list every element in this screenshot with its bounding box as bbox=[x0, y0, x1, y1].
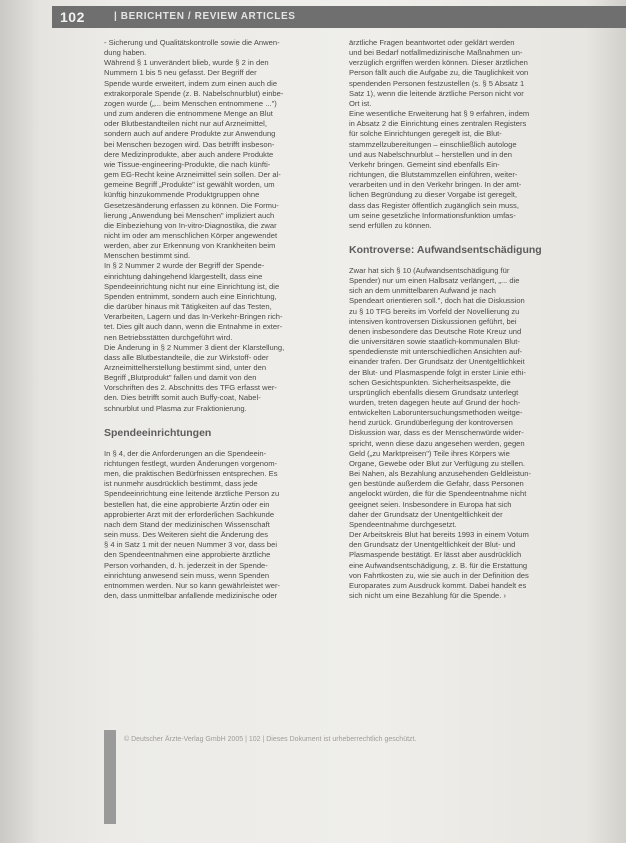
text-line: um seine gesetzliche Informationsfunktion umfas- bbox=[349, 210, 516, 220]
text-line: - Sicherung und Qualitätskontrolle sowie die Anwen- bbox=[104, 38, 280, 47]
text-line: Vorschriften des 2. Abschnitts des TFG erfasst wer- bbox=[104, 383, 277, 393]
text-line: verzüglich ergriffen werden können. Dieser ärztlichen bbox=[349, 58, 528, 68]
text-line: bestellen hat, die eine approbierte Ärztin oder ein bbox=[104, 499, 270, 509]
text-line: sich nicht um eine Bezahlung für die Spende. › bbox=[349, 590, 507, 600]
text-line: spricht, wenn diese dazu angesehen werden, gegen bbox=[349, 438, 525, 448]
paragraph bbox=[349, 109, 587, 231]
text-line: zu § 10 TFG bereits im Vorfeld der Novellierung zu bbox=[349, 306, 520, 316]
text-line: send erfüllen zu können. bbox=[349, 220, 432, 230]
text-line: In § 4, der die Anforderungen an die Spendeein- bbox=[104, 448, 267, 458]
text-line: approbierter Arzt mit der erforderlichen Sachkunde bbox=[104, 509, 275, 519]
text-line: intensiven kontroversen Diskussionen geführt, bei bbox=[349, 316, 517, 326]
text-line: men, die praktischen Bedürfnissen entsprechen. Es bbox=[104, 469, 278, 479]
text-line: und aus Nabelschnurblut – herstellen und in den bbox=[349, 149, 512, 159]
text-line: sein muss. Des Weiteren sieht die Änderung des bbox=[104, 530, 269, 540]
text-line: nicht im oder am menschlichen Körper angewendet bbox=[104, 230, 278, 240]
text-line: denen insbesondere das Deutsche Rote Kreuz und bbox=[349, 326, 522, 336]
text-line: Person fällt auch die Aufgabe zu, die Tauglichkeit von bbox=[349, 68, 529, 78]
text-line: ursprünglich ebenfalls diesem Grundsatz unterlegt bbox=[349, 387, 519, 397]
text-line: Diskussion war, dass es der Menschenwürde wider- bbox=[349, 428, 524, 438]
paragraph bbox=[104, 38, 339, 261]
left-column bbox=[104, 38, 339, 601]
text-line: daher der Grundsatz der Unentgeltlichkeit der bbox=[349, 509, 503, 519]
text-line: ist nunmehr ausdrücklich bestimmt, dass jede bbox=[104, 479, 258, 489]
text-line: wie Tissue-engineering-Produkte, die nach künfti- bbox=[104, 159, 271, 169]
text-line: Eine wesentliche Erweiterung hat § 9 erfahren, indem bbox=[349, 109, 530, 119]
text-line: dass das Register öffentlich zugänglich sein muss, bbox=[349, 200, 519, 210]
text-line: bei Menschen bezogen wird. Das betrifft insbeson- bbox=[104, 139, 275, 149]
text-line: Zwar hat sich § 10 (Aufwandsentschädigung für bbox=[349, 265, 510, 275]
text-line: Geld („zu Marktpreisen") Teile ihres Körpers wie bbox=[349, 448, 510, 458]
text-line: Spendeeinrichtung nicht nur eine Einrichtung ist, die bbox=[104, 281, 280, 291]
text-line: die Einbeziehung von In-vitro-Diagnostika, die zwar bbox=[104, 220, 277, 230]
text-line: der Blut- und Plasmaspende folgt in erster Linie ethi- bbox=[349, 367, 526, 377]
text-line: extrakorporale Spende (z. B. Nabelschnurblut) einbe- bbox=[104, 88, 284, 98]
text-line: § 4 in Satz 1 mit der neuen Nummer 3 vor, dass bei bbox=[104, 540, 278, 550]
text-line: stammzellzubereitungen – einschließlich autologe bbox=[349, 139, 517, 149]
text-line: und bei Bedarf notfallmedizinische Maßnahmen un- bbox=[349, 48, 523, 58]
text-line: die darüber hinaus mit Tätigkeiten auf das Testen, bbox=[104, 302, 272, 312]
paragraph bbox=[104, 449, 339, 601]
text-line: gemeine Begriff „Produkte" ist gewählt worden, um bbox=[104, 180, 275, 190]
text-line: entwickelten Laboruntersuchungsmethoden weitge- bbox=[349, 408, 523, 418]
paragraph bbox=[349, 266, 587, 530]
text-line: zogen wurde („... beim Menschen entnommene ...") bbox=[104, 98, 277, 108]
text-line: in Absatz 2 die Einrichtung eines zentralen Registers bbox=[349, 119, 527, 129]
paragraph bbox=[104, 343, 339, 414]
text-line: Spenden entnimmt, sondern auch eine Einrichtung, bbox=[104, 291, 277, 301]
text-line: Organe, Gewebe oder Blut zur Verfügung zu stellen. bbox=[349, 458, 526, 468]
text-line: den Spendeentnahmen eine approbierte ärztliche bbox=[104, 550, 271, 560]
text-line: Verkehr bringen. Gemeint sind ebenfalls Ein- bbox=[349, 159, 500, 169]
text-line: dung haben. bbox=[104, 48, 147, 58]
text-line: einrichtung anwesend sein muss, wenn Spenden bbox=[104, 570, 270, 580]
paragraph bbox=[104, 261, 339, 342]
text-line: nen Betriebsstätten durchgeführt wird. bbox=[104, 332, 233, 342]
text-line: Spende wurde erweitert, indem zum einen auch die bbox=[104, 78, 278, 88]
text-line: Arzneimittelherstellung bestimmt sind, unter den bbox=[104, 363, 267, 372]
page-shadow-right bbox=[586, 0, 626, 843]
text-line: Satz 1), wenn die leitende ärztliche Person nicht vor bbox=[349, 88, 524, 98]
page-number: 102 bbox=[60, 9, 85, 25]
text-line: ärztliche Fragen beantwortet oder geklärt werden bbox=[349, 38, 515, 47]
text-line: wurden, treten dagegen heute auf Grund der hoch- bbox=[349, 398, 521, 407]
text-line: oder Blutbestandteilen nicht nur auf Arzneimittel, bbox=[104, 119, 267, 129]
text-line: hend zurück. Grundüberlegung der kontroversen bbox=[349, 418, 513, 428]
text-line: gem EG-Recht keine Arzneimittel sein sollen. Der al- bbox=[104, 170, 281, 180]
text-line: tet. Dies gilt auch dann, wenn die Entnahme in exter- bbox=[104, 322, 283, 332]
text-line: verarbeiten und in den Verkehr bringen. In der amt- bbox=[349, 180, 522, 190]
text-line: Nummern 1 bis 5 neu gefasst. Der Begriff der bbox=[104, 68, 257, 78]
text-line: gen bestünde außerdem die Gefahr, dass Personen bbox=[349, 479, 524, 489]
text-line: Ort ist. bbox=[349, 98, 372, 108]
text-line: Begriff „Blutprodukt" fallen und damit von den bbox=[104, 373, 257, 383]
section-heading: Kontroverse: Aufwandsentschädigung bbox=[349, 243, 542, 256]
paragraph bbox=[349, 530, 587, 601]
text-line: schen Gesichtspunkten. Sicherheitsaspekte, die bbox=[349, 377, 511, 387]
text-line: von Fahrtkosten zu, wie sie auch in der Definition des bbox=[349, 570, 529, 580]
text-line: Der Arbeitskreis Blut hat bereits 1993 in einem Votum bbox=[349, 530, 529, 540]
text-line: einander trafen. Der Grundsatz der Unentgeltlichkeit bbox=[349, 357, 525, 367]
text-line: lierung „Anwendung bei Menschen" impliziert auch bbox=[104, 210, 275, 220]
text-line: Bei Nahen, als Bezahlung anzusehenden Geldleistun- bbox=[349, 469, 531, 479]
text-line: Spendeart orientieren soll.", doch hat die Diskussion bbox=[349, 296, 525, 306]
text-line: Europarates zum Ausdruck kommt. Dabei handelt es bbox=[349, 580, 527, 590]
section-heading: Spendeeinrichtungen bbox=[104, 426, 212, 439]
text-line: Gesetzesänderung erfassen zu können. Die Formu- bbox=[104, 200, 279, 210]
text-line: Spender) nur um einen Halbsatz verlängert, „... die bbox=[349, 276, 520, 286]
section-label: | BERICHTEN / REVIEW ARTICLES bbox=[114, 11, 296, 22]
text-line: Menschen bestimmt sind. bbox=[104, 251, 191, 261]
text-line: lichen Begründung zu dieser Vorgabe ist geregelt, bbox=[349, 190, 518, 200]
text-line: In § 2 Nummer 2 wurde der Begriff der Spende- bbox=[104, 261, 265, 271]
text-line: sondern auch auf andere Produkte zur Anwendung bbox=[104, 129, 276, 139]
text-line: sich an dem unmittelbaren Aufwand je nach bbox=[349, 286, 496, 296]
page-shadow-left bbox=[0, 0, 40, 843]
text-line: Plasmaspende bestätigt. Er lässt aber ausdrücklich bbox=[349, 550, 522, 560]
text-line: den Grundsatz der Unentgeltlichkeit der Blut- und bbox=[349, 540, 516, 550]
text-line: spendedienste mit unterschiedlichen Ansichten auf- bbox=[349, 347, 523, 357]
text-line: den. Dies betrifft somit auch Buffy-coat, Nabel- bbox=[104, 393, 261, 403]
text-line: angelockt würden, die für die Spendeentnahme nicht bbox=[349, 489, 527, 499]
text-line: Während § 1 unverändert blieb, wurde § 2 in den bbox=[104, 58, 269, 68]
text-line: für solche Einrichtungen geregelt ist, die Blut- bbox=[349, 129, 502, 139]
footer-strip bbox=[104, 730, 116, 824]
text-line: Spendeeinrichtung eine leitende ärztliche Person zu bbox=[104, 489, 280, 499]
right-column bbox=[349, 38, 587, 601]
text-line: dere Medizinprodukte, aber auch andere Produkte bbox=[104, 149, 274, 159]
text-line: die universitären sowie staatlich-kommunalen Blut- bbox=[349, 337, 520, 347]
text-line: einrichtung dahingehend klargestellt, dass eine bbox=[104, 271, 263, 281]
text-line: Spendeentnahme durchgesetzt. bbox=[349, 519, 457, 529]
paragraph bbox=[349, 38, 587, 109]
text-line: geeignet seien. Insbesondere in Europa hat sich bbox=[349, 499, 512, 509]
text-line: Verarbeiten, Lagern und das In-Verkehr-Bringen rich- bbox=[104, 312, 283, 322]
text-line: den, dass unmittelbar anfallende medizinische oder bbox=[104, 590, 278, 600]
text-line: dass alle Blutbestandteile, die zur Wirkstoff- oder bbox=[104, 352, 269, 362]
text-line: nach dem Stand der medizinischen Wissenschaft bbox=[104, 519, 270, 529]
text-line: schnurblut und Plasma zur Fraktionierung. bbox=[104, 403, 247, 413]
text-line: werden, aber zur Erkennung von Krankheiten beim bbox=[104, 241, 276, 251]
text-line: richtungen festlegt, wurden Änderungen vorgenom- bbox=[104, 458, 278, 468]
text-line: künftig hinzukommende Produktgruppen ohne bbox=[104, 190, 260, 200]
text-line: entnommen werden. Nur so kann gewährleistet wer- bbox=[104, 580, 281, 590]
text-line: richtungen, die Blutstammzellen einführen, weiter- bbox=[349, 170, 518, 180]
text-line: spendenden Personen festzustellen (s. § 5 Absatz 1 bbox=[349, 78, 525, 88]
text-line: Die Änderung in § 2 Nummer 3 dient der Klarstellung, bbox=[104, 342, 285, 352]
text-line: und zum anderen die entnommene Menge an Blut bbox=[104, 109, 273, 119]
copyright-notice: © Deutscher Ärzte-Verlag GmbH 2005 | 102 | Dieses Dokument ist urheberrechtlich geschützt. bbox=[124, 736, 417, 743]
text-line: Person vorhanden, d. h. jederzeit in der Spende- bbox=[104, 560, 268, 570]
text-line: eine Aufwandsentschädigung, z. B. für die Erstattung bbox=[349, 560, 528, 570]
